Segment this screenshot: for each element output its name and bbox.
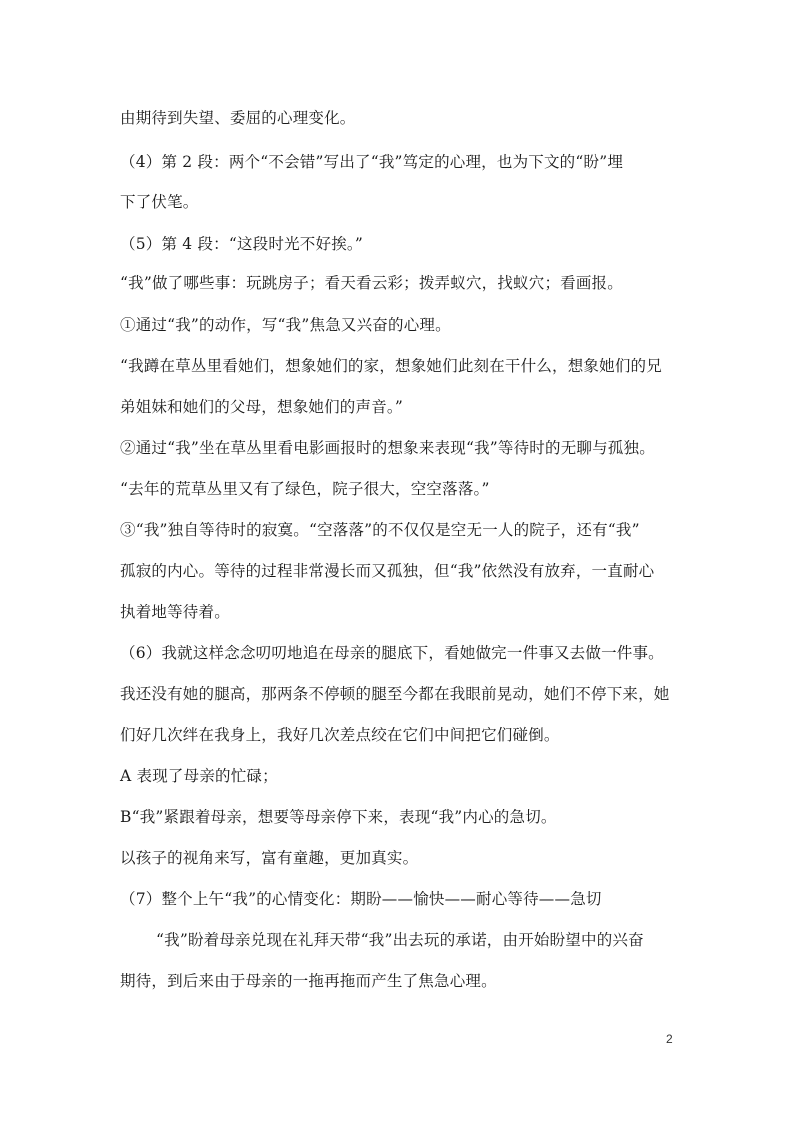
- text-line: “我”盼着母亲兑现在礼拜天带“我”出去玩的承诺，由开始盼望中的兴奋: [156, 931, 644, 949]
- text-line: ②通过“我”坐在草丛里看电影画报时的想象来表现“我”等待时的无聊与孤独。: [120, 439, 655, 457]
- text-line: 期待，到后来由于母亲的一拖再拖而产生了焦急心理。: [120, 972, 497, 990]
- text-line: “去年的荒草丛里又有了绿色，院子很大，空空落落。”: [120, 480, 490, 498]
- text-line: A 表现了母亲的忙碌；: [120, 767, 278, 785]
- text-line: 由期待到失望、委屈的心理变化。: [120, 109, 356, 127]
- text-line: ③“我”独自等待时的寂寞。“空落落”的不仅仅是空无一人的院子，还有“我”: [120, 521, 640, 539]
- text-line: “我”做了哪些事：玩跳房子；看天看云彩；拨弄蚁穴，找蚁穴；看画报。: [120, 274, 623, 292]
- text-line: 以孩子的视角来写，富有童趣，更加真实。: [120, 849, 419, 867]
- text-line: （7）整个上午“我”的心情变化：期盼——愉快——耐心等待——急切: [120, 890, 602, 908]
- text-line: ①通过“我”的动作，写“我”焦急又兴奋的心理。: [120, 316, 451, 334]
- text-line: B“我”紧跟着母亲，想要等母亲停下来，表现“我”内心的急切。: [120, 808, 557, 826]
- text-line: 执着地等待着。: [120, 603, 230, 621]
- text-line: （6）我就这样念念叨叨地追在母亲的腿底下，看她做完一件事又去做一件事。: [120, 644, 664, 662]
- text-line: （4）第 2 段：两个“不会错”写出了“我”笃定的心理，也为下文的“盼”埋: [120, 153, 624, 171]
- text-line: “我蹲在草丛里看她们，想象她们的家，想象她们此刻在干什么，想象她们的兄: [120, 357, 662, 375]
- page-number: 2: [666, 1032, 673, 1046]
- text-line: 们好几次绊在我身上，我好几次差点绞在它们中间把它们碰倒。: [120, 726, 560, 744]
- text-line: 孤寂的内心。等待的过程非常漫长而又孤独，但“我”依然没有放弃，一直耐心: [120, 562, 655, 580]
- text-line: 我还没有她的腿高，那两条不停顿的腿至今都在我眼前晃动，她们不停下来，她: [120, 685, 670, 703]
- text-line: （5）第 4 段：“这段时光不好挨。”: [120, 235, 363, 253]
- text-line: 弟姐妹和她们的父母，想象她们的声音。”: [120, 398, 403, 416]
- text-line: 下了伏笔。: [120, 193, 199, 211]
